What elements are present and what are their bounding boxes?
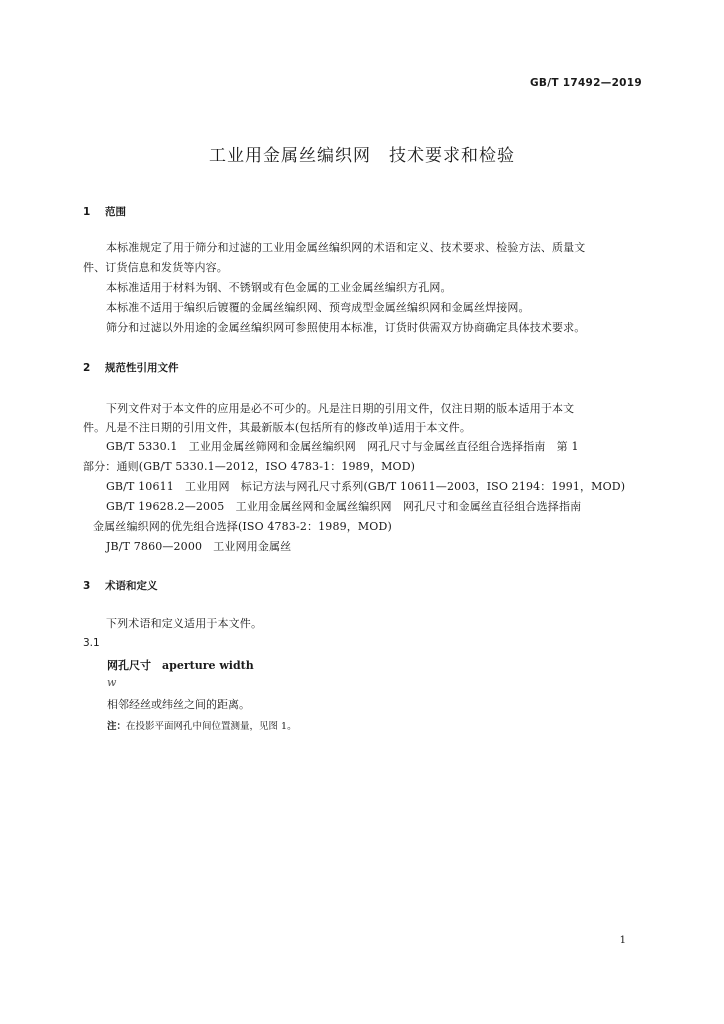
section-2-heading — [83, 360, 179, 375]
term-chinese: 网孔尺寸 — [107, 659, 151, 672]
term-entry — [107, 657, 254, 673]
refs-intro-line-1: 下列文件对于本文件的应用是必不可少的。凡是注日期的引用文件，仅注日期的版本适用于本文 — [106, 402, 575, 415]
ref-item-2: GB/T 10611 工业用网 标记方法与网孔尺寸系列(GB/T 10611—2003，ISO 2194：1991，MOD) — [106, 480, 626, 493]
page-number: 1 — [619, 935, 626, 946]
terms-intro: 下列术语和定义适用于本文件。 — [106, 617, 263, 630]
refs-intro-line-2: 件。凡是不注日期的引用文件，其最新版本(包括所有的修改单)适用于本文件。 — [83, 421, 471, 434]
term-definition: 相邻经丝或纬丝之间的距离。 — [107, 698, 250, 711]
scope-para-4: 筛分和过滤以外用途的金属丝编织网可参照使用本标准，订货时供需双方协商确定具体技术要求。 — [106, 321, 586, 334]
section-3-heading — [83, 578, 158, 593]
ref-item-3-line-2: 金属丝编织网的优先组合选择(ISO 4783-2：1989，MOD) — [93, 520, 392, 533]
section-title: 范围 — [105, 206, 126, 218]
ref-item-1-line-1: GB/T 5330.1 工业用金属丝筛网和金属丝编织网 网孔尺寸与金属丝直径组合选择指南 第 1 — [106, 440, 579, 453]
section-1-heading — [83, 204, 126, 219]
document-title: 工业用金属丝编织网 技术要求和检验 — [209, 146, 515, 166]
scope-para-1-line-1: 本标准规定了用于筛分和过滤的工业用金属丝编织网的术语和定义、技术要求、检验方法、质量文 — [106, 241, 586, 254]
term-english: aperture width — [162, 659, 254, 672]
term-symbol: w — [107, 676, 117, 689]
section-title: 规范性引用文件 — [105, 362, 179, 374]
scope-para-1-line-2: 件、订货信息和发货等内容。 — [83, 261, 228, 274]
section-number: 1 — [83, 206, 91, 218]
standard-code: GB/T 17492—2019 — [529, 77, 642, 89]
scope-para-3: 本标准不适用于编织后镀覆的金属丝编织网、预弯成型金属丝编织网和金属丝焊接网。 — [106, 301, 530, 314]
ref-item-3-line-1: GB/T 19628.2—2005 工业用金属丝网和金属丝编织网 网孔尺寸和金属丝直径组合选择指南 — [106, 500, 582, 513]
section-number: 2 — [83, 362, 91, 374]
term-note — [107, 718, 297, 732]
section-title: 术语和定义 — [105, 580, 158, 592]
ref-item-4: JB/T 7860—2000 工业网用金属丝 — [106, 540, 292, 553]
section-number: 3 — [83, 580, 91, 592]
term-number: 3.1 — [83, 637, 100, 649]
note-text: 在投影平面网孔中间位置测量，见图 1。 — [126, 721, 297, 732]
note-label: 注： — [107, 721, 127, 732]
ref-item-1-line-2: 部分：通则(GB/T 5330.1—2012，ISO 4783-1：1989，MOD) — [83, 460, 416, 473]
scope-para-2: 本标准适用于材料为钢、不锈钢或有色金属的工业金属丝编织方孔网。 — [106, 281, 452, 294]
